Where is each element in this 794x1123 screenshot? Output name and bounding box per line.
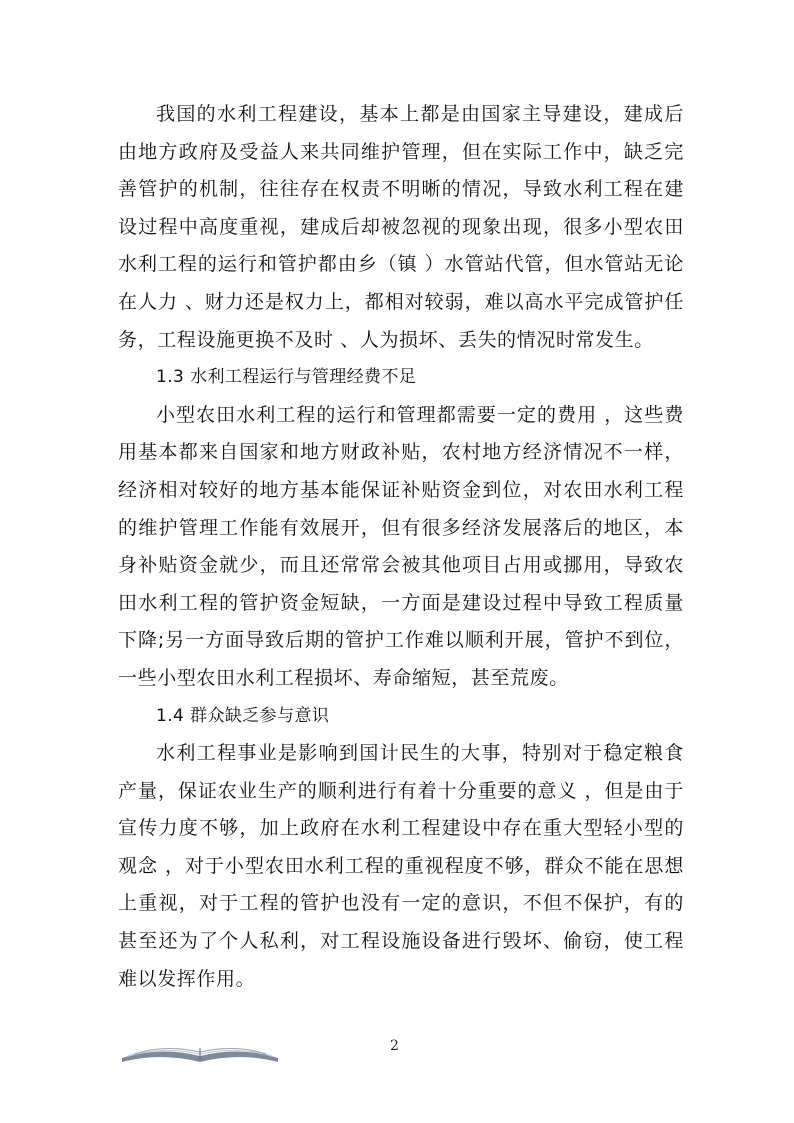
paragraph: 我国的水利工程建设，基本上都是由国家主导建设，建成后由地方政府及受益人来共同维护管理，但在实际工作中，缺乏完善管护的机制，往往存在权责不明晰的情况，导致水利工程在建设过程中高度重视，建成后却被忽视的现象出现，很多小型农田水利工程的运行和管护都由乡（镇 ）水管站代管，但水管站无论在人力 、财力还是权力上，都相对较弱，难以高水平完成管护任务，工程设施更换不及时 、人为损坏、丢失的情况时常发生。 [118,103,684,351]
section-heading: 1.3 水利工程运行与管理经费不足 [156,367,417,388]
page-number: 2 [390,1038,399,1054]
open-book-icon [120,1040,280,1064]
paragraph: 小型农田水利工程的运行和管理都需要一定的费用 ，这些费用基本都来自国家和地方财政补贴，农村地方经济情况不一样，经济相对较好的地方基本能保证补贴资金到位，对农田水利工程的维护管理工作能有效展开，但有很多经济发展落后的地区，本身补贴资金就少，而且还常常会被其他项目占用或挪用，导致农田水利工程的管护资金短缺，一方面是建设过程中导致工程质量下降;另一方面导致后期的管护工作难以顺利开展，管护不到位，一些小型农田水利工程损坏、寿命缩短，甚至荒废。 [118,403,684,689]
paragraph: 水利工程事业是影响到国计民生的大事，特别对于稳定粮食产量，保证农业生产的顺利进行有着十分重要的意义 ，但是由于宣传力度不够，加上政府在水利工程建设中存在重大型轻小型的观念 ，对于小型农田水利工程的重视程度不够，群众不能在思想上重视，对于工程的管护也没有一定的意识，不但不保护，有的甚至还为了个人私利，对工程设施设备进行毁坏、偷窃，使工程难以发挥作用。 [118,742,684,990]
section-heading: 1.4 群众缺乏参与意识 [156,705,330,726]
document-body [118,96,684,998]
